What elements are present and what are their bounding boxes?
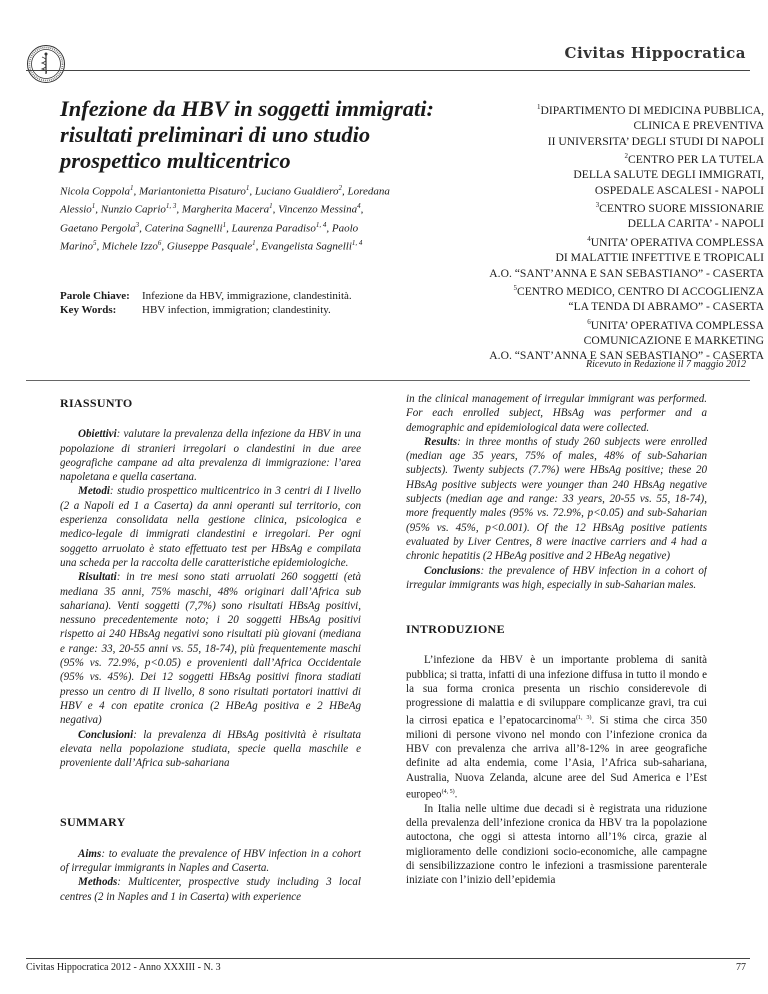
summary-conclusions [406,564,707,593]
affiliation-number: 2 [624,152,628,161]
author-name: Vincenzo Messina [278,203,358,216]
received-date: Ricevuto in Redazione il 7 maggio 2012 [586,359,746,370]
affiliation-line: II UNIVERSITA’ DEGLI STUDI DI NAPOLI [547,134,764,148]
metodi-label: Metodi [78,485,110,498]
affiliation-line: DELLA SALUTE DEGLI IMMIGRATI, [573,168,764,182]
affiliation-number: 4 [587,234,591,243]
conclusioni-text: : la prevalenza di HBsAg positività è risultata elevata nella popolazione studiata, specie quella maschile e proveniente dall’Africa sub-sahariana [60,728,361,770]
conclusions-label: Conclusions [424,564,481,577]
author-name: Evangelista Sagnelli [261,240,352,253]
riassunto-heading: RIASSUNTO [60,396,133,410]
affiliation-line: $^5$CENTRO MEDICO, CENTRO DI ACCOGLIENZA [513,283,764,298]
affiliation-line: $^6$UNITA’ OPERATIVA COMPLESSA [587,317,764,332]
author-affiliation-mark: 4 [357,202,361,211]
author-name: Nunzio Caprio [100,203,166,216]
author-affiliation-mark: 1 [129,184,134,192]
obiettivi-label: Obiettivi [78,428,117,441]
keywords-it-text: Infezione da HBV, immigrazione, clandestinità. [142,290,352,302]
author-name: Giuseppe Pasquale [166,240,253,253]
author-name: Margherita Macera [181,203,270,216]
affiliation-number: 1 [537,103,541,111]
results-label: Results [424,435,458,448]
author-affiliation-mark: 2 [338,184,342,192]
aims-label: Aims [78,847,102,860]
keywords-en-label: Key Words: [60,304,117,316]
author-affiliation-mark: 1 [222,220,227,229]
affiliation-line: CLINICA E PREVENTIVA [633,119,764,133]
summary-aims [60,847,361,876]
affiliation-line: COMUNICAZIONE E MARKETING [583,333,764,347]
methods-label: Methods [78,876,118,889]
affiliation-line: $^2$CENTRO PER LA TUTELA [624,152,764,166]
article-title: Infezione da HBV in soggetti immigrati: risultati preliminari di uno studio prospettico multicentrico [60,96,435,173]
section-rule [26,380,750,381]
affiliation-number: 3 [595,201,600,210]
author-affiliation-mark: 1 [91,202,96,211]
affiliation-line: $^1$DIPARTIMENTO DI MEDICINA PUBBLICA, [537,103,764,117]
author-affiliation-mark: 1 [245,184,250,192]
riassunto-obiettivi [60,427,361,484]
intro-p1-c: . [454,788,458,801]
author-name: Laurenza Paradiso [231,222,316,235]
risultati-label: Risultati [78,571,117,584]
affiliation-line: DI MALATTIE INFETTIVE E TROPICALI [555,251,764,265]
author-name: Mariantonietta Pisaturo [138,185,246,198]
affiliation-line: $^4$UNITA’ OPERATIVA COMPLESSA [587,234,764,249]
aims-text: : to evaluate the prevalence of HBV infection in a cohort of irregular immigrants in Naples and Caserta. [60,847,361,875]
journal-seal-logo [26,44,66,84]
conclusioni-label: Conclusioni [78,728,134,741]
affiliation-line: OSPEDALE ASCALESI - NAPOLI [594,183,764,197]
author-list: Nicola Coppola$^1$, Mariantonietta Pisaturo$^1$, Luciano Gualdiero$^2$, Loredana Alessio$^1$, Nunzio Caprio$^{1, 3}$, Margherita Macera$^1$, Vincenzo Messina$^4$, Gaetano Pergola$^3$, Caterina Sagnelli$^1$, Laurenza Paradiso$^{1, 4}$, Paolo Marino$^5$, Michele Izzo$^6$, Giuseppe Pasquale$^1$, Evangelista Sagnelli$^{1, 4}$ [60,184,390,253]
author-affiliation-mark: 3 [135,220,140,229]
author-name: Caterina Sagnelli [144,222,223,235]
journal-name: Civitas Hippocratica [564,44,746,62]
results-text: : in three months of study 260 subjects were enrolled (median age 35 years, 75% of males, 48% of sub-Saharian subjects). Twenty subjects (7.7%) were HBsAg positive; these 20 HBsAg positive subjects were younger than 240 HBsAg negative subjects (median age and range: 33 years, 20-55 vs. 55, 18-74), more frequently males (95% vs. 72.9%, p<0.05) and sub-Saharian (95% vs. 45%, p<0.001). Of the 12 HBsAg positive patients evaluated by Liver Centres, 8 were inactive carriers and 4 had a chronic hepatitis (2 HBeAg positive and 2 HBeAg negative) [406,435,707,563]
conclusions-text: : the prevalence of HBV infection in a cohort of irregular immigrants was high, especially in sub-Saharian males. [406,564,707,591]
intro-p1-a: L’infezione da HBV è un importante problema di sanità pubblica; si tratta, infatti di una infezione diffusa in tutto il mondo e la sua forma cronica presenta un rischio considerevole di progressione di malattia e di sviluppare complicanze gravi, tra cui la cirrosi epatica e l’epatocarcinoma [406,654,707,727]
introduzione-heading: INTRODUZIONE [406,622,505,637]
keywords-it [60,289,400,303]
author-affiliation-mark: 1, 4 [315,220,327,229]
author-affiliation-mark: 5 [93,238,97,247]
introduzione-paragraph-2: In Italia nelle ultime due decadi si è registrata una riduzione della prevalenza dell’infezione cronica da HBV tra la popolazione autoctona, che oggi si attesta intorno all’1% circa, grazie al miglioramento delle condizioni socio-economiche, alle campagne di sensibilizzazione contro le infezioni a trasmissione parenterale iniziate con l’inizio dell’epidemia [406,802,707,887]
summary-results [406,435,707,564]
riassunto-risultati [60,570,361,727]
author-name: Luciano Gualdiero [254,185,339,198]
author-name: Nicola Coppola [60,185,130,198]
keywords-it-label: Parole Chiave: [60,290,130,302]
keywords-en-text: HBV infection, immigration; clandestinity. [142,304,331,316]
ref-2: (4, 5) [441,788,455,795]
author-affiliation-mark: 1 [269,202,273,211]
affiliation-line: “LA TENDA DI ABRAMO” - CASERTA [568,300,764,314]
summary-methods [60,875,361,904]
author-name: Gaetano Pergola [60,222,136,235]
risultati-text: : in tre mesi sono stati arruolati 260 soggetti (età mediana 35 anni, 75% maschi, 48% originari dall’Africa sub sahariana). Venti soggetti (7,7%) sono risultati HBsAg positivi, nessuno precedentemente noto; i 20 soggetti HBsAg positivi rispetto ai 240 HBsAg negativi sono risultati più giovani (mediana e range: 33, 20-55 anni vs. 55, 18-74), più frequentemente maschi (95% vs. 72.9%, p<0.05) e provenienti dall’Africa Occidentale (95% vs. 45%). Dei 12 soggetti HBsAg positivi finora stadiati presso un centro di II livello, 8 sono risultati portatori inattivi di HBV e 4 con epatite cronica (2 HBeAg positiva e 2 HBeAg negativa) [60,571,361,727]
riassunto-metodi [60,484,361,570]
riassunto-conclusioni [60,728,361,771]
author-affiliation-mark: 1 [252,238,256,247]
intro-p1-b: . Si stima che circa 350 milioni di persone vivono nel mondo con l’infezione cronica da HBV con prevalenza che arriva all’8-12% in aree geografiche definite ad alta endemia, come l’Asia, l’Africa sub-sahariana, Australia, Nuova Zelanda, alcune aree del Sud America e l’Est europeo [406,714,707,801]
metodi-text: : studio prospettico multicentrico in 3 centri di I livello (2 a Napoli ed 1 a Caserta) da anni operanti sul territorio, con esperienza consolidata nella gestione clinica, psicologica e medico-legale di immigrati clandestini e irregolari. Per ogni soggetto arruolato è stato effettuato test per HBsAg e compilata una scheda per la raccolta delle caratteristiche epidemiologiche. [60,485,361,569]
affiliation-line: A.O. “SANT’ANNA E SAN SEBASTIANO” - CASERTA [489,266,764,280]
summary-methods-continued: in the clinical management of irregular immigrant was performed. For each enrolled subject, HBsAg was performer and a demographic and epidemiological data were collected. [406,393,707,434]
affiliation-line: $^3$CENTRO SUORE MISSIONARIE [595,201,764,216]
author-affiliation-mark: 1, 4 [351,238,363,247]
affiliation-line: DELLA CARITA’ - NAPOLI [627,217,764,231]
affiliation-number: 5 [513,283,517,292]
introduzione-paragraph-1 [406,653,707,801]
header-rule [26,70,750,71]
left-column [60,396,361,904]
methods-text: : Multicenter, prospective study including 3 local centres (2 in Naples and 1 in Caserta) with experience [60,876,361,903]
affiliation-line: A.O. “SANT’ANNA E SAN SEBASTIANO” - CASERTA [489,349,764,363]
author-affiliation-mark: 1, 3 [165,202,177,211]
page-number: 77 [736,962,746,973]
footer-journal-info: Civitas Hippocratica 2012 - Anno XXXIII - N. 3 [26,962,221,973]
author-name: Loredana Alessio [60,185,390,216]
obiettivi-text: : valutare la prevalenza della infezione da HBV in una popolazione di stranieri irregolari o clandestini in due aree geografiche campane ad alta prevalenza di immigrazione: l’area napoletana e quella casertana. [60,428,361,484]
affiliation-number: 6 [587,317,591,326]
author-affiliation-mark: 6 [157,238,162,247]
author-name: Michele Izzo [102,240,158,253]
ref-1: (1, 3) [576,714,592,721]
footer-rule [26,958,750,959]
author-name: Paolo Marino [60,222,359,253]
summary-heading: SUMMARY [60,815,126,830]
keywords-en [60,303,400,317]
right-column [406,392,707,948]
